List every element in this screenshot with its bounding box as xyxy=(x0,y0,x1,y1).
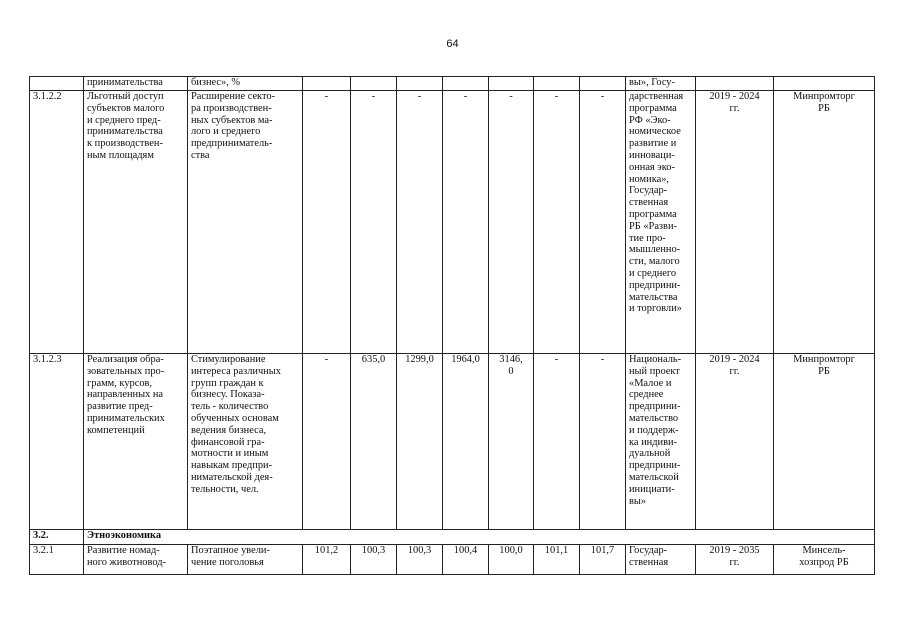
code-cell: 3.2.1 xyxy=(30,545,84,575)
indicator-cell-line: чение поголовья xyxy=(191,556,264,568)
name-cell-line: Развитие номад- xyxy=(87,545,160,556)
name-cell xyxy=(84,77,188,91)
measures-table xyxy=(29,76,875,575)
program-cell-line: ный проект xyxy=(629,365,680,377)
program-cell-line: мышленно- xyxy=(629,244,681,256)
program-cell-line: развитие и xyxy=(629,138,677,150)
program-cell xyxy=(626,77,696,91)
code-cell: 3.1.2.2 xyxy=(30,91,84,354)
page-number: 64 xyxy=(446,38,459,50)
value-cell: 101,7 xyxy=(580,545,626,575)
period-cell-line: 2019 - 2024 xyxy=(709,91,760,102)
program-cell-line: Государ- xyxy=(629,545,668,556)
indicator-cell-line: мотности и иным xyxy=(191,448,269,460)
period-cell xyxy=(696,77,774,91)
program-cell-line: ка индиви- xyxy=(629,436,677,448)
indicator-cell xyxy=(188,354,303,530)
value-cell: - xyxy=(397,91,443,354)
program-cell-line: вы», Госу- xyxy=(629,77,675,88)
program-cell-line: предприни- xyxy=(629,279,681,291)
indicator-cell-line: Поэтапное увели- xyxy=(191,545,270,556)
section-code: 3.2. xyxy=(30,530,84,545)
indicator-cell-line: Расширение секто- xyxy=(191,91,276,102)
program-cell-line: мательства xyxy=(629,291,678,303)
program-cell-line: номическое xyxy=(629,126,681,138)
program-cell-line: номика», xyxy=(629,173,669,185)
value-cell: - xyxy=(580,91,626,354)
indicator-cell xyxy=(188,545,303,575)
name-cell xyxy=(84,91,188,354)
indicator-cell-line: ства xyxy=(191,149,210,161)
name-cell-line: ного животновод- xyxy=(87,556,166,568)
program-cell-line: среднее xyxy=(629,389,664,401)
period-cell xyxy=(696,354,774,530)
program-cell-line: и среднего xyxy=(629,267,677,279)
name-cell-line: грамм, курсов, xyxy=(87,377,153,389)
responsible-cell-line: Минпромторг xyxy=(793,354,855,365)
indicator-cell-line: навыкам предпри- xyxy=(191,460,273,472)
program-cell-line: инноваци- xyxy=(629,149,675,161)
responsible-cell-line: Минсель- xyxy=(802,545,846,556)
value-cell: - xyxy=(303,91,351,354)
value-cell xyxy=(580,77,626,91)
code-cell: 3.1.2.3 xyxy=(30,354,84,530)
value-cell: - xyxy=(303,354,351,530)
indicator-cell-line: ра производствен- xyxy=(191,102,272,114)
program-cell-line: «Малое и xyxy=(629,377,672,389)
responsible-cell xyxy=(774,77,875,91)
period-cell-line: 2019 - 2024 xyxy=(709,354,760,365)
program-cell-line: дарственная xyxy=(629,91,684,102)
name-cell-line: зовательных про- xyxy=(87,365,165,377)
table-row xyxy=(30,91,875,354)
program-cell-line: РБ «Разви- xyxy=(629,220,677,232)
name-cell xyxy=(84,354,188,530)
name-cell xyxy=(84,545,188,575)
program-cell-line: Государ- xyxy=(629,185,668,197)
responsible-cell-line: хозпрод РБ xyxy=(799,556,849,568)
code-cell xyxy=(30,77,84,91)
table-row xyxy=(30,545,875,575)
period-cell-line: гг. xyxy=(729,365,740,377)
value-cell: 3146, 0 xyxy=(489,354,534,530)
responsible-cell xyxy=(774,91,875,354)
value-cell xyxy=(443,77,489,91)
value-cell: - xyxy=(351,91,397,354)
program-cell-line: программа xyxy=(629,102,677,114)
program-cell-line: мательской xyxy=(629,471,679,483)
responsible-cell-line: РБ xyxy=(818,102,830,114)
value-cell xyxy=(351,77,397,91)
value-cell: 100,3 xyxy=(351,545,397,575)
program-cell-line: вы» xyxy=(629,495,647,507)
program-cell xyxy=(626,91,696,354)
table-row xyxy=(30,354,875,530)
name-cell-line: и среднего пред- xyxy=(87,114,161,126)
value-cell xyxy=(489,77,534,91)
name-cell-line: принимательства xyxy=(87,77,163,88)
value-cell xyxy=(303,77,351,91)
period-cell-line: гг. xyxy=(729,556,740,568)
indicator-cell-line: групп граждан к xyxy=(191,377,264,389)
program-cell xyxy=(626,354,696,530)
indicator-cell-line: ведения бизнеса, xyxy=(191,424,267,436)
value-cell: 100,4 xyxy=(443,545,489,575)
indicator-cell xyxy=(188,77,303,91)
program-cell-line: тие про- xyxy=(629,232,666,244)
name-cell-line: ным площадям xyxy=(87,149,154,161)
name-cell-line: принимательских xyxy=(87,412,165,424)
program-cell-line: мательство xyxy=(629,412,679,424)
program-cell-line: ственная xyxy=(629,197,669,209)
indicator-cell-line: лого и среднего xyxy=(191,126,261,138)
table-row xyxy=(30,530,875,545)
table-row xyxy=(30,77,875,91)
indicator-cell-line: ных субъектов ма- xyxy=(191,114,273,126)
name-cell-line: компетенций xyxy=(87,424,145,436)
responsible-cell-line: РБ xyxy=(818,365,830,377)
name-cell-line: развитие пред- xyxy=(87,401,153,413)
value-cell: - xyxy=(489,91,534,354)
value-cell: 101,2 xyxy=(303,545,351,575)
indicator-cell-line: интереса различных xyxy=(191,365,281,377)
period-cell-line: гг. xyxy=(729,102,740,114)
period-cell xyxy=(696,545,774,575)
period-cell xyxy=(696,91,774,354)
name-cell-line: Льготный доступ xyxy=(87,91,164,102)
program-cell-line: программа xyxy=(629,208,677,220)
indicator-cell-line: бизнес», % xyxy=(191,77,241,88)
indicator-cell-line: тельности, чел. xyxy=(191,483,259,495)
value-cell: - xyxy=(580,354,626,530)
value-cell: 1299,0 xyxy=(397,354,443,530)
value-cell: 101,1 xyxy=(534,545,580,575)
indicator-cell-line: предприниматель- xyxy=(191,138,273,150)
indicator-cell xyxy=(188,91,303,354)
responsible-cell xyxy=(774,545,875,575)
program-cell-line: предприни- xyxy=(629,460,681,472)
program-cell-line: сти, малого xyxy=(629,256,680,268)
value-cell: - xyxy=(443,91,489,354)
section-title: Этноэкономика xyxy=(84,530,875,545)
indicator-cell-line: финансовой гра- xyxy=(191,436,265,448)
program-cell-line: и торговли» xyxy=(629,303,682,315)
responsible-cell-line: Минпромторг xyxy=(793,91,855,102)
name-cell-line: направленных на xyxy=(87,389,164,401)
indicator-cell-line: бизнесу. Показа- xyxy=(191,389,265,401)
name-cell-line: к производствен- xyxy=(87,138,163,150)
indicator-cell-line: обученных основам xyxy=(191,412,279,424)
program-cell-line: дуальной xyxy=(629,448,671,460)
period-cell-line: 2019 - 2035 xyxy=(709,545,760,556)
value-cell xyxy=(397,77,443,91)
program-cell-line: Националь- xyxy=(629,354,682,365)
value-cell: 100,3 xyxy=(397,545,443,575)
value-cell: 100,0 xyxy=(489,545,534,575)
name-cell-line: Реализация обра- xyxy=(87,354,164,365)
indicator-cell-line: Стимулирование xyxy=(191,354,266,365)
value-cell: 635,0 xyxy=(351,354,397,530)
program-cell-line: ственная xyxy=(629,556,669,568)
program-cell-line: и поддерж- xyxy=(629,424,679,436)
indicator-cell-line: тель - количество xyxy=(191,401,269,413)
program-cell-line: РФ «Эко- xyxy=(629,114,671,126)
responsible-cell xyxy=(774,354,875,530)
value-cell: 1964,0 xyxy=(443,354,489,530)
value-cell: - xyxy=(534,91,580,354)
program-cell-line: инициати- xyxy=(629,483,675,495)
program-cell xyxy=(626,545,696,575)
program-cell-line: предприни- xyxy=(629,401,681,413)
indicator-cell-line: нимательской дея- xyxy=(191,471,273,483)
value-cell xyxy=(534,77,580,91)
value-cell: - xyxy=(534,354,580,530)
name-cell-line: принимательства xyxy=(87,126,163,138)
program-cell-line: онная эко- xyxy=(629,161,675,173)
name-cell-line: субъектов малого xyxy=(87,102,165,114)
